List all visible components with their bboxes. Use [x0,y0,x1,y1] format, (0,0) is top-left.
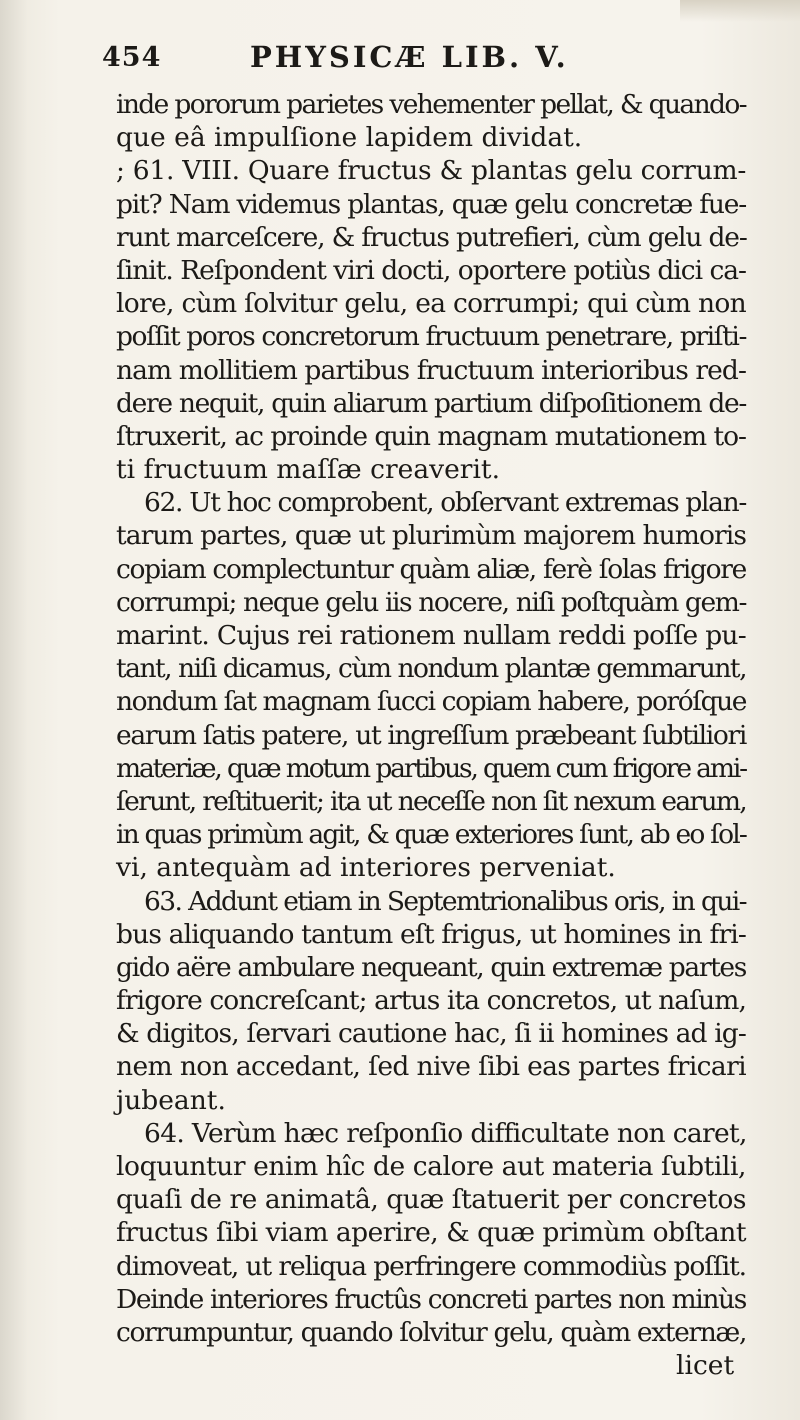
text-line: dimoveat, ut reliqua perfringere commodiùs poſſit. [116,1250,746,1282]
paragraph-start: 63. Addunt etiam in Septemtrionalibus oris, in qui- [144,885,746,917]
text-line: dere nequit, quin aliarum partium diſpoſitionem de- [116,387,746,419]
gutter-shadow [0,0,28,1420]
running-title: PHYSICÆ LIB. V. [250,40,569,74]
text-line: fructus ſibi viam aperire, & quæ primùm obſtant [116,1217,746,1249]
text-line: vi, antequàm ad interiores perveniat. [116,852,616,884]
text-line: bus aliquando tantum eſt frigus, ut homines in fri- [116,918,746,950]
text-line: tarum partes, quæ ut plurimùm majorem humoris [116,520,746,552]
text-line: copiam complectuntur quàm aliæ, ferè ſolas frigore [116,553,746,585]
text-line: quaſi de re animatâ, quæ ſtatuerit per concretos [116,1184,746,1216]
text-line: ti fructuum maſſæ creaverit. [116,454,501,486]
text-line: jubeant. [116,1084,226,1116]
text-line: nem non accedant, ſed nive ſibi eas partes fricari [116,1051,746,1083]
page-header [102,38,722,78]
text-line: ; 61. VIII. Quare fructus & plantas gelu corrum- [116,155,746,187]
text-line: in quas primùm agit, & quæ exteriores ſunt, ab eo ſol- [116,819,746,851]
text-line: corrumpi; neque gelu iis nocere, niſi poſtquàm gem- [116,586,746,618]
text-line: earum ſatis patere, ut ingreſſum præbeant ſubtiliori [116,719,746,751]
catchword: licet [676,1350,735,1382]
text-line: nam mollitiem partibus fructuum interioribus red- [116,354,746,386]
text-line: loquuntur enim hîc de calore aut materia ſubtili, [116,1151,746,1182]
text-line: runt marceſcere, & fructus putrefieri, cùm gelu de- [116,221,747,253]
text-line: que eâ impulſione lapidem dividat. [116,122,583,154]
text-line: gido aëre ambulare nequeant, quin extremæ partes [116,951,746,983]
text-line: ſinit. Reſpondent viri docti, oportere potiùs dici ca- [116,254,746,286]
text-line: & digitos, ſervari cautione hac, ſi ii homines ad ig- [116,1018,746,1050]
body-text [116,88,746,1382]
text-line: poſſit poros concretorum fructuum penetrare, priſti- [116,321,746,353]
text-line: Deinde interiores fructûs concreti partes non minùs [116,1283,746,1315]
text-line: ſerunt, reſtituerit; ita ut neceſſe non ſit nexum earum, [116,785,746,817]
text-line: nondum ſat magnam ſucci copiam habere, poróſque [116,686,746,718]
paragraph-start: 64. Verùm hæc reſponſio difficultate non caret, [144,1117,747,1149]
text-line: pit? Nam videmus plantas, quæ gelu concretæ fue- [116,188,746,220]
page-number: 454 [102,42,162,73]
text-line: lore, cùm ſolvitur gelu, ea corrumpi; qui cùm non [116,288,746,320]
text-line: frigore concreſcant; artus ita concretos, ut naſum, [116,985,746,1017]
text-line: inde pororum parietes vehementer pellat, & quando- [116,89,746,120]
text-line: ſtruxerit, ac proinde quin magnam mutationem to- [116,420,746,452]
paragraph-start: 62. Ut hoc comprobent, obſervant extremas plan- [144,487,746,519]
page-corner [680,0,800,22]
text-line: tant, niſi dicamus, cùm nondum plantæ gemmarunt, [116,653,746,685]
text-line: corrumpuntur, quando ſolvitur gelu, quàm externæ, [116,1316,746,1348]
text-line: marint. Cujus rei rationem nullam reddi poſſe pu- [116,620,746,651]
text-line: materiæ, quæ motum partibus, quem cum frigore ami- [116,752,746,784]
